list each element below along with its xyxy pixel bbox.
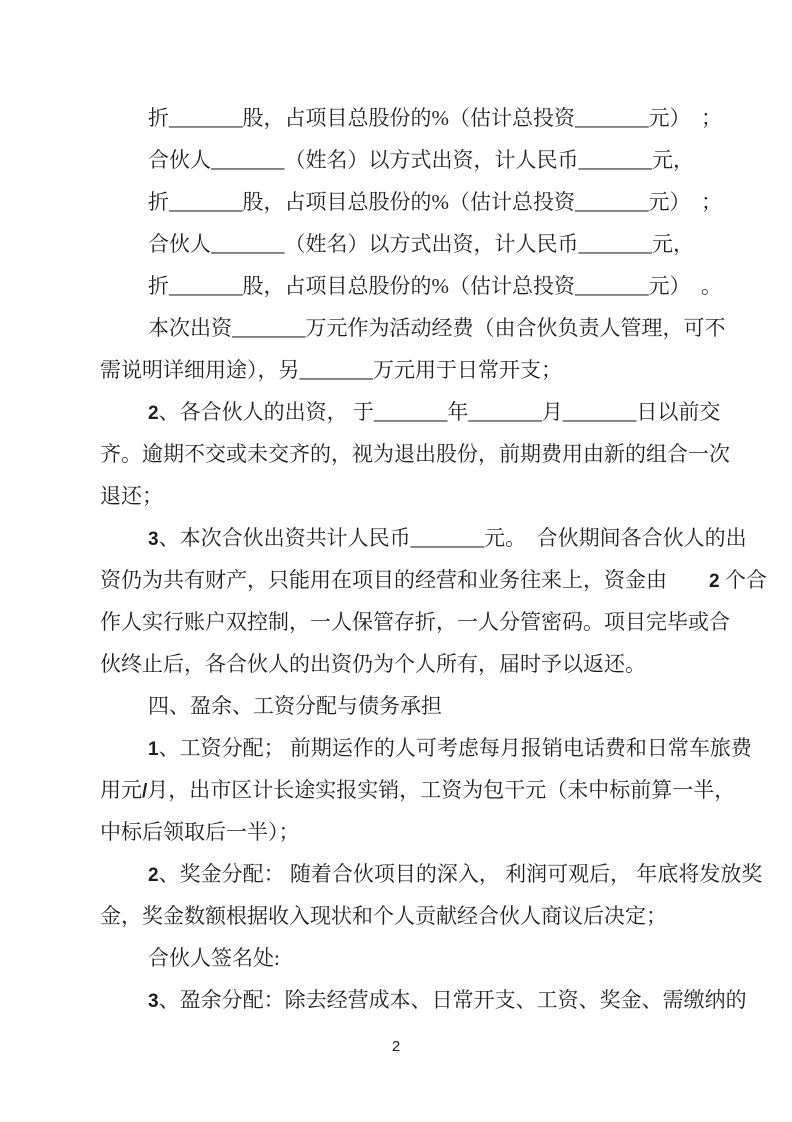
document-body — [100, 97, 767, 1021]
text-line: 金，奖金数额根据收入现状和个人贡献经合伙人商议后决定； — [100, 904, 667, 928]
text-line: 折_______股，占项目总股份的%（估计总投资_______元） ； — [148, 190, 722, 214]
text-line: 1、工资分配； 前期运作的人可考虑每月报销电话费和日常车旅费 — [148, 736, 752, 760]
text-line: 合伙人_______（姓名）以方式出资，计人民币_______元， — [148, 148, 694, 172]
inline-number: 2 — [148, 865, 159, 886]
text-line: 合伙人_______（姓名）以方式出资，计人民币_______元， — [148, 232, 694, 256]
inline-number: 2 — [148, 403, 159, 424]
inline-number: 2 — [709, 571, 720, 592]
text-line: 中标后领取后一半）； — [100, 820, 300, 844]
text-line: 退还； — [100, 484, 163, 508]
inline-number: 3 — [148, 529, 159, 550]
text-line: 用元/月，出市区计长途实报实销，工资为包干元（未中标前算一半， — [100, 778, 736, 802]
text-line: 合伙人签名处: — [148, 946, 280, 970]
text-line: 作人实行账户双控制，一人保管存折，一人分管密码。项目完毕或合 — [100, 610, 730, 634]
text-line: 四、盈余、工资分配与债务承担 — [148, 694, 442, 718]
page-number: 2 — [391, 1038, 401, 1055]
text-line: 3、盈余分配：除去经营成本、日常开支、工资、奖金、需缴纳的 — [148, 988, 747, 1012]
text-line: 2、各合伙人的出资， 于_______年_______月_______日以前交 — [148, 400, 721, 424]
text-line: 齐。逾期不交或未交齐的，视为退出股份，前期费用由新的组合一次 — [100, 442, 730, 466]
text-line: 伙终止后，各合伙人的出资仍为个人所有，届时予以返还。 — [100, 652, 646, 676]
text-line: 2、奖金分配： 随着合伙项目的深入， 利润可观后， 年底将发放奖 — [148, 862, 763, 886]
text-line: 资仍为共有财产，只能用在项目的经营和业务往来上，资金由 2 个合 — [100, 568, 767, 592]
inline-number: 1 — [148, 739, 159, 760]
text-line: 本次出资_______万元作为活动经费（由合伙负责人管理，可不 — [148, 316, 726, 340]
text-line: 折_______股，占项目总股份的%（估计总投资_______元） 。 — [148, 274, 722, 298]
inline-number: / — [142, 781, 148, 802]
text-line: 折_______股，占项目总股份的%（估计总投资_______元） ； — [148, 106, 722, 130]
text-line: 需说明详细用途），另_______万元用于日常开支； — [100, 358, 562, 382]
inline-number: 3 — [148, 991, 159, 1012]
text-line: 3、本次合伙出资共计人民币_______元。 合伙期间各合伙人的出 — [148, 526, 747, 550]
